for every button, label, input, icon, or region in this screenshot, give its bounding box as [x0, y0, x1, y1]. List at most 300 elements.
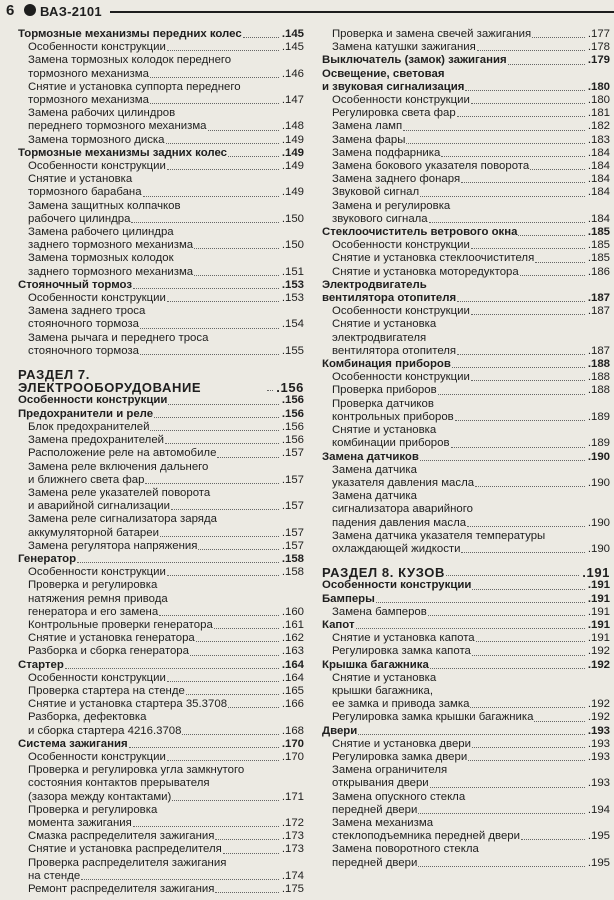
toc-line: [28, 54, 304, 67]
toc-item: [322, 384, 610, 397]
dot-leader: [472, 655, 585, 656]
dot-leader: [465, 90, 584, 91]
toc-entry-text: стояночного тормоза: [28, 318, 139, 331]
toc-line: [28, 883, 304, 896]
dot-leader: [468, 760, 585, 761]
toc-item: [18, 698, 304, 711]
toc-entry-text: Крышка багажника: [322, 658, 429, 671]
toc-line: [28, 672, 304, 685]
toc-item: [18, 619, 304, 632]
dot-leader: [145, 483, 278, 484]
toc-item: [322, 398, 610, 424]
toc-item: [18, 54, 304, 80]
toc-item: [322, 464, 610, 490]
toc-page-number: .153: [281, 292, 304, 305]
dot-leader: [140, 354, 279, 355]
toc-page-number: .180: [587, 94, 610, 107]
dot-leader: [140, 328, 279, 329]
toc-line: [332, 94, 610, 107]
header-rule: [110, 11, 614, 13]
toc-line: [322, 358, 610, 371]
dot-leader: [471, 103, 585, 104]
toc-part-heading: [322, 566, 610, 579]
toc-page-number: .178: [587, 41, 610, 54]
toc-entry-text: Звуковой сигнал: [332, 186, 420, 199]
toc-section: [322, 619, 610, 632]
dot-leader: [356, 628, 585, 629]
toc-page-number: .154: [281, 318, 304, 331]
toc-item: [322, 738, 610, 751]
toc-line: [322, 292, 610, 305]
toc-item: [322, 672, 610, 712]
toc-section: [322, 579, 610, 592]
toc-entry-text: Смазка распределителя зажигания: [28, 830, 215, 843]
toc-entry-text: Особенности конструкции: [28, 160, 166, 173]
toc-entry-text: Регулировка замка капота: [332, 645, 471, 658]
toc-item: [322, 843, 610, 869]
toc-entry-text: Проверка и регулировка угла замкнутого: [28, 764, 245, 777]
toc-page-number: .191: [587, 632, 610, 645]
toc-line: [28, 305, 304, 318]
toc-page-number: .184: [587, 212, 610, 225]
toc-entry-text: Замена датчика: [332, 463, 417, 476]
toc-line: [28, 41, 304, 54]
dot-leader: [420, 460, 585, 461]
toc-entry-text: Особенности конструкции: [332, 371, 470, 384]
dot-leader: [133, 288, 279, 289]
toc-line: [332, 477, 610, 490]
toc-line: [28, 804, 304, 817]
dot-leader: [131, 222, 278, 223]
toc-page-number: .166: [281, 698, 304, 711]
toc-item: [322, 645, 610, 658]
toc-line: [332, 147, 610, 160]
toc-entry-text: Бамперы: [322, 592, 375, 605]
toc-entry-text: Снятие и установка генератора: [28, 632, 195, 645]
dot-leader: [428, 615, 585, 616]
toc-item: [322, 107, 610, 120]
dot-leader: [530, 169, 585, 170]
toc-entry-text: Проверка стартера на стенде: [28, 684, 185, 697]
toc-page-number: .173: [281, 830, 304, 843]
dot-leader: [167, 50, 279, 51]
toc-item: [18, 804, 304, 830]
dot-leader: [77, 562, 279, 563]
toc-line: [322, 226, 610, 239]
toc-line: [322, 81, 610, 94]
toc-page-number: .187: [587, 305, 610, 318]
toc-line: [332, 530, 610, 543]
dot-leader: [190, 655, 279, 656]
toc-item: [18, 487, 304, 513]
toc-line: [332, 843, 610, 856]
toc-line: [332, 517, 610, 530]
toc-entry-text: и звуковая сигнализация: [322, 80, 465, 93]
toc-item: [18, 160, 304, 173]
toc-line: [18, 408, 304, 421]
toc-section: [322, 358, 610, 371]
toc-line: [28, 870, 304, 883]
dot-leader: [508, 64, 585, 65]
toc-item: [322, 424, 610, 450]
toc-page-number: .147: [281, 94, 304, 107]
toc-page-number: .156: [281, 420, 304, 433]
dot-leader: [472, 589, 585, 590]
toc-item: [18, 513, 304, 539]
dot-leader: [471, 380, 585, 381]
dot-leader: [194, 248, 279, 249]
toc-page-number: .157: [281, 500, 304, 513]
toc-line: [332, 213, 610, 226]
toc-entry-text: (зазора между контактами): [28, 790, 172, 803]
toc-entry-text: Снятие и установка суппорта переднего: [28, 80, 241, 93]
toc-line: [332, 305, 610, 318]
toc-item: [18, 81, 304, 107]
toc-line: [28, 764, 304, 777]
toc-entry-text: заднего тормозного механизма: [28, 239, 194, 252]
toc-item: [322, 134, 610, 147]
dot-leader: [133, 826, 279, 827]
dot-leader: [243, 37, 279, 38]
dot-leader: [167, 760, 279, 761]
toc-page-number: .187: [587, 344, 610, 357]
dot-leader: [535, 262, 585, 263]
toc-entry-text: Замена датчиков: [322, 450, 419, 463]
toc-item: [18, 843, 304, 856]
toc-line: [332, 738, 610, 751]
toc-page-number: .182: [587, 120, 610, 133]
dot-leader: [403, 130, 585, 131]
dot-leader: [194, 275, 279, 276]
toc-page-number: .184: [587, 173, 610, 186]
toc-page-number: .165: [281, 684, 304, 697]
toc-entry-text: ее замка и привода замка: [332, 698, 470, 711]
toc-page-number: .157: [281, 473, 304, 486]
toc-page-number: .193: [587, 777, 610, 790]
toc-entry-text: крышки багажника,: [332, 684, 433, 697]
dot-leader: [471, 314, 585, 315]
toc-item: [18, 41, 304, 54]
bullet-icon: [24, 4, 36, 16]
page-number: 6: [6, 2, 15, 19]
toc-item: [322, 318, 610, 358]
toc-line: [18, 147, 304, 160]
toc-page-number: .193: [587, 724, 610, 737]
toc-page-number: .163: [281, 645, 304, 658]
toc-entry-text: Особенности конструкции: [28, 671, 166, 684]
toc-line: [332, 632, 610, 645]
toc-page-number: .192: [587, 698, 610, 711]
toc-line: [332, 791, 610, 804]
toc-page-number: .190: [587, 542, 610, 555]
toc-entry-text: стеклоподъемника передней двери: [332, 830, 520, 843]
toc-entry-text: Регулировка замка крышки багажника: [332, 711, 534, 724]
toc-item: [322, 530, 610, 556]
toc-line: [28, 134, 304, 147]
toc-line: [28, 94, 304, 107]
toc-entry-text: Двери: [322, 724, 358, 737]
dot-leader: [167, 169, 279, 170]
toc-entry-text: Снятие и установка: [28, 173, 133, 186]
toc-entry-text: вентилятора отопителя: [322, 292, 457, 305]
toc-item: [322, 200, 610, 226]
toc-line: [28, 318, 304, 331]
toc-page-number: .158: [281, 552, 304, 565]
toc-entry-text: Замена рабочего цилиндра: [28, 226, 174, 239]
toc-page-number: .153: [281, 278, 304, 291]
toc-entry-text: Замена механизма: [332, 816, 434, 829]
toc-page-number: .175: [281, 883, 304, 895]
toc-entry-text: Разборка, дефектовка: [28, 711, 147, 724]
toc-line: [322, 54, 610, 67]
toc-item: [322, 173, 610, 186]
toc-entry-text: открывания двери: [332, 777, 429, 790]
toc-page-number: .156: [281, 407, 304, 420]
toc-page-number: .173: [281, 843, 304, 856]
toc-item: [18, 226, 304, 252]
toc-entry-text: охлаждающей жидкости: [332, 542, 461, 555]
dot-leader: [217, 457, 278, 458]
dot-leader: [376, 602, 585, 603]
dot-leader: [214, 628, 279, 629]
toc-section: [18, 279, 304, 292]
toc-page-number: .186: [587, 265, 610, 278]
toc-line: [28, 252, 304, 265]
toc-entry-text: Проверка и регулировка: [28, 579, 158, 592]
toc-entry-text: Капот: [322, 618, 355, 631]
dot-leader: [182, 734, 278, 735]
toc-entry-text: сигнализатора аварийного: [332, 503, 473, 516]
toc-item: [18, 421, 304, 434]
toc-entry-text: Тормозные механизмы задних колес: [18, 146, 228, 159]
toc-page-number: .190: [587, 476, 610, 489]
toc-entry-text: на стенде: [28, 869, 81, 882]
toc-line: [322, 279, 610, 292]
toc-page-number: .162: [281, 632, 304, 645]
toc-page-number: .156: [276, 380, 304, 396]
dot-leader: [150, 430, 278, 431]
toc-page-number: .184: [587, 146, 610, 159]
toc-page-number: .192: [587, 658, 610, 671]
toc-line: [28, 619, 304, 632]
toc-line: [332, 398, 610, 411]
dot-leader: [150, 103, 279, 104]
toc-line: [18, 28, 304, 41]
dot-leader: [267, 390, 273, 391]
dot-leader: [457, 301, 585, 302]
toc-page-number: .179: [587, 54, 610, 67]
toc-line: [332, 186, 610, 199]
toc-entry-text: Освещение, световая: [322, 67, 445, 80]
toc-item: [322, 252, 610, 265]
toc-entry-text: Замена заднего фонаря: [332, 173, 461, 186]
toc-line: [322, 659, 610, 672]
toc-line: [28, 777, 304, 790]
dot-leader: [461, 182, 585, 183]
dot-leader: [467, 526, 585, 527]
toc-item: [322, 606, 610, 619]
toc-entry-text: Проверка и замена свечей зажигания: [332, 28, 532, 40]
toc-line: [322, 593, 610, 606]
toc-line: [28, 266, 304, 279]
toc-line: [322, 619, 610, 632]
toc-line: [28, 513, 304, 526]
toc-line: [28, 632, 304, 645]
toc-page-number: .157: [281, 539, 304, 552]
toc-line: [28, 213, 304, 226]
toc-page-number: .148: [281, 120, 304, 133]
dot-leader: [477, 50, 585, 51]
toc-entry-text: Замена ламп: [332, 120, 403, 133]
toc-item: [322, 751, 610, 764]
toc-entry-text: Замена регулятора напряжения: [28, 539, 198, 552]
dot-leader: [475, 486, 585, 487]
toc-line: [28, 791, 304, 804]
toc-page-number: .192: [587, 645, 610, 658]
toc-entry-text: Особенности конструкции: [332, 94, 470, 107]
toc-line: [28, 173, 304, 186]
toc-page-number: .181: [587, 107, 610, 120]
dot-leader: [165, 443, 279, 444]
toc-entry-text: генератора и его замена: [28, 605, 159, 618]
toc-item: [322, 239, 610, 252]
toc-section: [322, 54, 610, 67]
toc-entry-text: переднего тормозного механизма: [28, 120, 207, 133]
toc-page-number: .149: [281, 160, 304, 173]
toc-page-number: .189: [587, 437, 610, 450]
toc-line: [332, 318, 610, 331]
toc-entry-text: Ремонт распределителя зажигания: [28, 883, 215, 895]
toc-entry-text: Замена датчика указателя температуры: [332, 529, 546, 542]
toc-line: [332, 503, 610, 516]
toc-line: [332, 371, 610, 384]
toc-entry-text: и аварийной сигнализации: [28, 500, 170, 513]
toc-entry-text: натяжения ремня привода: [28, 592, 168, 605]
toc-entry-text: РАЗДЕЛ 8. КУЗОВ: [322, 565, 445, 581]
toc-entry-text: рабочего цилиндра: [28, 212, 131, 225]
toc-page-number: .191: [587, 592, 610, 605]
toc-line: [28, 226, 304, 239]
dot-leader: [461, 552, 584, 553]
toc-entry-text: Снятие и установка: [332, 318, 437, 331]
dot-leader: [476, 641, 585, 642]
toc-item: [18, 764, 304, 804]
toc-entry-text: Электродвигатель: [322, 278, 427, 291]
toc-entry-text: Проверка и регулировка: [28, 803, 158, 816]
toc-entry-text: Проверка приборов: [332, 384, 437, 397]
dot-leader: [430, 787, 585, 788]
toc-item: [322, 120, 610, 133]
toc-section: [18, 147, 304, 160]
toc-item: [18, 305, 304, 331]
toc-line: [28, 487, 304, 500]
toc-line: [332, 41, 610, 54]
toc-entry-text: Стеклоочиститель ветрового окна: [322, 226, 518, 239]
toc-line: [28, 332, 304, 345]
toc-line: [332, 134, 610, 147]
toc-section: [322, 451, 610, 464]
toc-page-number: .188: [587, 371, 610, 384]
dot-leader: [471, 248, 585, 249]
toc-line: [322, 451, 610, 464]
dot-leader: [167, 301, 279, 302]
toc-line: [28, 107, 304, 120]
toc-line: [332, 411, 610, 424]
dot-leader: [358, 734, 585, 735]
toc-line: [332, 645, 610, 658]
toc-item: [18, 200, 304, 226]
toc-line: [332, 173, 610, 186]
toc-entry-text: Замена заднего троса: [28, 305, 146, 318]
toc-line: [28, 579, 304, 592]
toc-page-number: .151: [281, 265, 304, 278]
toc-section: [18, 28, 304, 41]
toc-entry-text: Снятие и установка: [332, 424, 437, 437]
toc-item: [322, 371, 610, 384]
toc-section: [322, 279, 610, 305]
toc-item: [18, 566, 304, 579]
toc-item: [18, 883, 304, 896]
toc-entry-text: Снятие и установка двери: [332, 737, 471, 750]
dot-leader: [521, 839, 585, 840]
toc-line: [28, 527, 304, 540]
toc-page-number: .156: [281, 434, 304, 447]
dot-leader: [228, 707, 279, 708]
toc-line: [28, 186, 304, 199]
toc-entry-text: Проверка датчиков: [332, 397, 434, 410]
dot-leader: [223, 853, 279, 854]
toc-item: [18, 173, 304, 199]
toc-line: [332, 543, 610, 556]
toc-item: [18, 461, 304, 487]
toc-page-number: .145: [281, 41, 304, 54]
toc-page-number: .157: [281, 526, 304, 539]
toc-entry-text: Блок предохранителей: [28, 420, 150, 433]
toc-left-column: [18, 28, 304, 896]
toc-page-number: .194: [587, 803, 610, 816]
toc-page-number: .146: [281, 67, 304, 80]
toc-line: [332, 252, 610, 265]
toc-section: [18, 659, 304, 672]
toc-item: [18, 711, 304, 737]
toc-item: [18, 292, 304, 305]
dot-leader: [186, 694, 279, 695]
toc-line: [332, 266, 610, 279]
toc-item: [18, 540, 304, 553]
toc-line: [28, 200, 304, 213]
toc-item: [18, 685, 304, 698]
toc-line: [28, 698, 304, 711]
toc-entry-text: Замена датчика: [332, 490, 417, 503]
toc-page-number: .190: [587, 450, 610, 463]
toc-item: [18, 252, 304, 278]
toc-entry-text: передней двери: [332, 856, 418, 869]
toc-entry-text: Замена бамперов: [332, 605, 427, 618]
toc-line: [18, 659, 304, 672]
dot-leader: [208, 130, 279, 131]
toc-page-number: .192: [587, 711, 610, 724]
toc-page-number: .174: [281, 869, 304, 882]
dot-leader: [441, 156, 584, 157]
toc-right-column: [322, 28, 610, 870]
toc-page-number: .188: [587, 358, 610, 371]
toc-entry-text: Предохранители и реле: [18, 407, 154, 420]
toc-page-number: .168: [281, 724, 304, 737]
toc-section: [18, 394, 304, 407]
toc-item: [322, 160, 610, 173]
toc-line: [28, 160, 304, 173]
toc-page-number: .190: [587, 516, 610, 529]
